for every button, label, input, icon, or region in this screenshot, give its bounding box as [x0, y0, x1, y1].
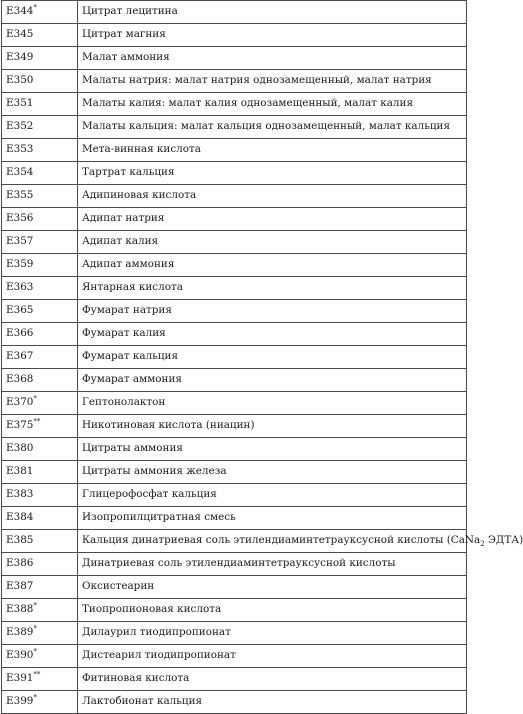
additive-name-cell: [78, 254, 467, 277]
additive-name: Лактобионат кальция: [82, 695, 203, 708]
additive-name: Тартрат кальция: [82, 166, 175, 179]
additive-name: Цитраты аммония: [82, 442, 183, 455]
additive-name-cell: [78, 1, 467, 24]
additive-code: E350: [6, 74, 34, 87]
additive-name-cell: [78, 47, 467, 70]
additive-code: E390: [6, 649, 34, 662]
additive-name: Фумарат кальция: [82, 350, 179, 363]
additive-code: E365: [6, 304, 34, 317]
table-row: [2, 1, 467, 24]
additive-name: Фитиновая кислота: [82, 672, 190, 685]
table-row: [2, 162, 467, 185]
additives-table-body: [2, 1, 523, 714]
additive-code: E387: [6, 580, 34, 593]
additive-name: Адипат натрия: [82, 212, 165, 225]
additive-name-cell: [78, 438, 467, 461]
footnote-mark: *: [33, 601, 37, 610]
additive-code: E345: [6, 28, 34, 41]
additive-name-cell: [78, 415, 467, 438]
additive-code-cell: [2, 369, 78, 392]
additive-code-cell: [2, 576, 78, 599]
additive-code: E349: [6, 51, 34, 64]
additive-code: E351: [6, 97, 34, 110]
additive-code-cell: [2, 24, 78, 47]
additive-code-cell: [2, 346, 78, 369]
table-row: [2, 231, 467, 254]
additive-code: E355: [6, 189, 34, 202]
additive-name: Кальция динатриевая соль этилендиаминтетрауксусной кислоты (CaNa: [82, 534, 481, 547]
additives-table: [1, 0, 523, 714]
additive-code: E370: [6, 396, 34, 409]
additive-name-cell: [78, 599, 467, 622]
additive-code-cell: [2, 277, 78, 300]
additive-name-cell: [78, 346, 467, 369]
additive-name: Оксистеарин: [82, 580, 155, 593]
additive-code-cell: [2, 438, 78, 461]
additive-code: E354: [6, 166, 34, 179]
formula-subscript: 2: [480, 540, 485, 549]
footnote-mark: *: [33, 693, 37, 702]
additive-code: E367: [6, 350, 34, 363]
additive-code: E344: [6, 5, 34, 18]
table-row: [2, 254, 467, 277]
additive-name: Динатриевая соль этилендиаминтетрауксусной кислоты: [82, 557, 396, 570]
table-row: [2, 645, 467, 668]
table-row: [2, 392, 467, 415]
additive-code-cell: [2, 116, 78, 139]
additive-name-cell: [78, 162, 467, 185]
table-row: [2, 507, 467, 530]
additive-name-cell: [78, 576, 467, 599]
additive-code-cell: [2, 1, 78, 24]
table-row: [2, 576, 467, 599]
additive-code: E352: [6, 120, 34, 133]
additive-code: E388: [6, 603, 34, 616]
table-row: [2, 93, 467, 116]
additive-name: Малаты натрия: малат натрия однозамещенный, малат натрия: [82, 74, 432, 87]
additive-name-cell: [78, 323, 467, 346]
table-row: [2, 24, 467, 47]
additive-code-cell: [2, 415, 78, 438]
table-row: [2, 346, 467, 369]
footnote-mark: **: [33, 417, 41, 426]
additive-code-cell: [2, 93, 78, 116]
footnote-mark: *: [33, 3, 37, 12]
additive-name: Янтарная кислота: [82, 281, 183, 294]
footnote-mark: **: [33, 670, 41, 679]
additive-name: Никотиновая кислота (ниацин): [82, 419, 255, 432]
additive-name: Малаты кальция: малат кальция однозамещенный, малат кальция: [82, 120, 451, 133]
additive-name-cell: [78, 530, 523, 553]
additive-name-cell: [78, 300, 467, 323]
additive-name: Мета-винная кислота: [82, 143, 201, 156]
footnote-mark: *: [33, 624, 37, 633]
additive-name: Глицерофосфат кальция: [82, 488, 217, 501]
additive-name-cell: [78, 668, 467, 691]
additive-code: E380: [6, 442, 34, 455]
additive-code: E385: [6, 534, 34, 547]
table-row: [2, 415, 467, 438]
additive-name-cell: [78, 139, 467, 162]
additive-name-cell: [78, 691, 467, 714]
additive-code-cell: [2, 162, 78, 185]
table-row: [2, 530, 467, 553]
additive-name-cell: [78, 484, 467, 507]
additive-code-cell: [2, 323, 78, 346]
additive-code-cell: [2, 392, 78, 415]
additive-code-cell: [2, 530, 78, 553]
additive-code: E363: [6, 281, 34, 294]
additive-name: Малаты калия: малат калия однозамещенный, малат калия: [82, 97, 414, 110]
footnote-mark: *: [33, 394, 37, 403]
additive-name-cell: [78, 277, 467, 300]
additive-code: E368: [6, 373, 34, 386]
additive-code: E366: [6, 327, 34, 340]
additive-name-tail: ЭДТА): [484, 534, 523, 547]
additive-name: Изопропилцитратная смесь: [82, 511, 236, 524]
additive-code: E383: [6, 488, 34, 501]
additive-code: E391: [6, 672, 34, 685]
additive-code-cell: [2, 622, 78, 645]
table-row: [2, 461, 467, 484]
additive-code: E375: [6, 419, 34, 432]
table-row: [2, 622, 467, 645]
additive-name-cell: [78, 70, 467, 93]
additive-name-cell: [78, 507, 467, 530]
additive-code-cell: [2, 185, 78, 208]
table-row: [2, 139, 467, 162]
additive-name-cell: [78, 369, 467, 392]
table-row: [2, 185, 467, 208]
additive-name: Дилаурил тиодипропионат: [82, 626, 231, 639]
additive-code-cell: [2, 139, 78, 162]
additive-code: E384: [6, 511, 34, 524]
additive-name: Цитраты аммония железа: [82, 465, 227, 478]
additive-name-cell: [78, 461, 467, 484]
additive-name: Адипат калия: [82, 235, 159, 248]
additive-name: Цитрат лецитина: [82, 5, 178, 18]
additive-code-cell: [2, 70, 78, 93]
additive-code: E381: [6, 465, 34, 478]
additive-name-cell: [78, 231, 467, 254]
additive-code: E386: [6, 557, 34, 570]
additive-code: E356: [6, 212, 34, 225]
additive-name-cell: [78, 622, 467, 645]
additive-code-cell: [2, 507, 78, 530]
additive-name: Адипиновая кислота: [82, 189, 197, 202]
table-row: [2, 599, 467, 622]
additive-code-cell: [2, 254, 78, 277]
additive-code-cell: [2, 645, 78, 668]
table-row: [2, 369, 467, 392]
table-row: [2, 438, 467, 461]
additive-code: E357: [6, 235, 34, 248]
additive-name-cell: [78, 185, 467, 208]
additive-name: Гептонолактон: [82, 396, 166, 409]
additive-name-cell: [78, 645, 467, 668]
additive-name: Фумарат натрия: [82, 304, 172, 317]
additive-code-cell: [2, 461, 78, 484]
table-row: [2, 300, 467, 323]
additive-name-cell: [78, 208, 467, 231]
table-row: [2, 277, 467, 300]
additive-code: E359: [6, 258, 34, 271]
additive-code-cell: [2, 668, 78, 691]
additive-name-cell: [78, 93, 467, 116]
additive-code: E389: [6, 626, 34, 639]
additive-name-cell: [78, 553, 467, 576]
additive-name: Малат аммония: [82, 51, 170, 64]
additive-name: Цитрат магния: [82, 28, 166, 41]
additive-name: Дистеарил тиодипропионат: [82, 649, 236, 662]
additive-code-cell: [2, 691, 78, 714]
additive-code-cell: [2, 47, 78, 70]
additive-name-cell: [78, 392, 467, 415]
additive-code-cell: [2, 599, 78, 622]
table-row: [2, 668, 467, 691]
additive-name: Фумарат калия: [82, 327, 166, 340]
table-row: [2, 208, 467, 231]
additive-code-cell: [2, 231, 78, 254]
additive-code: E353: [6, 143, 34, 156]
table-row: [2, 47, 467, 70]
table-row: [2, 323, 467, 346]
additive-name-cell: [78, 116, 467, 139]
additive-name: Тиопропионовая кислота: [82, 603, 222, 616]
additive-code-cell: [2, 553, 78, 576]
table-row: [2, 691, 467, 714]
footnote-mark: *: [33, 647, 37, 656]
additive-code-cell: [2, 300, 78, 323]
table-row: [2, 116, 467, 139]
table-row: [2, 484, 467, 507]
additive-name: Фумарат аммония: [82, 373, 182, 386]
additive-code: E399: [6, 695, 34, 708]
additive-name-cell: [78, 24, 467, 47]
additive-code-cell: [2, 208, 78, 231]
table-row: [2, 70, 467, 93]
table-row: [2, 553, 467, 576]
additive-code-cell: [2, 484, 78, 507]
additive-name: Адипат аммония: [82, 258, 175, 271]
